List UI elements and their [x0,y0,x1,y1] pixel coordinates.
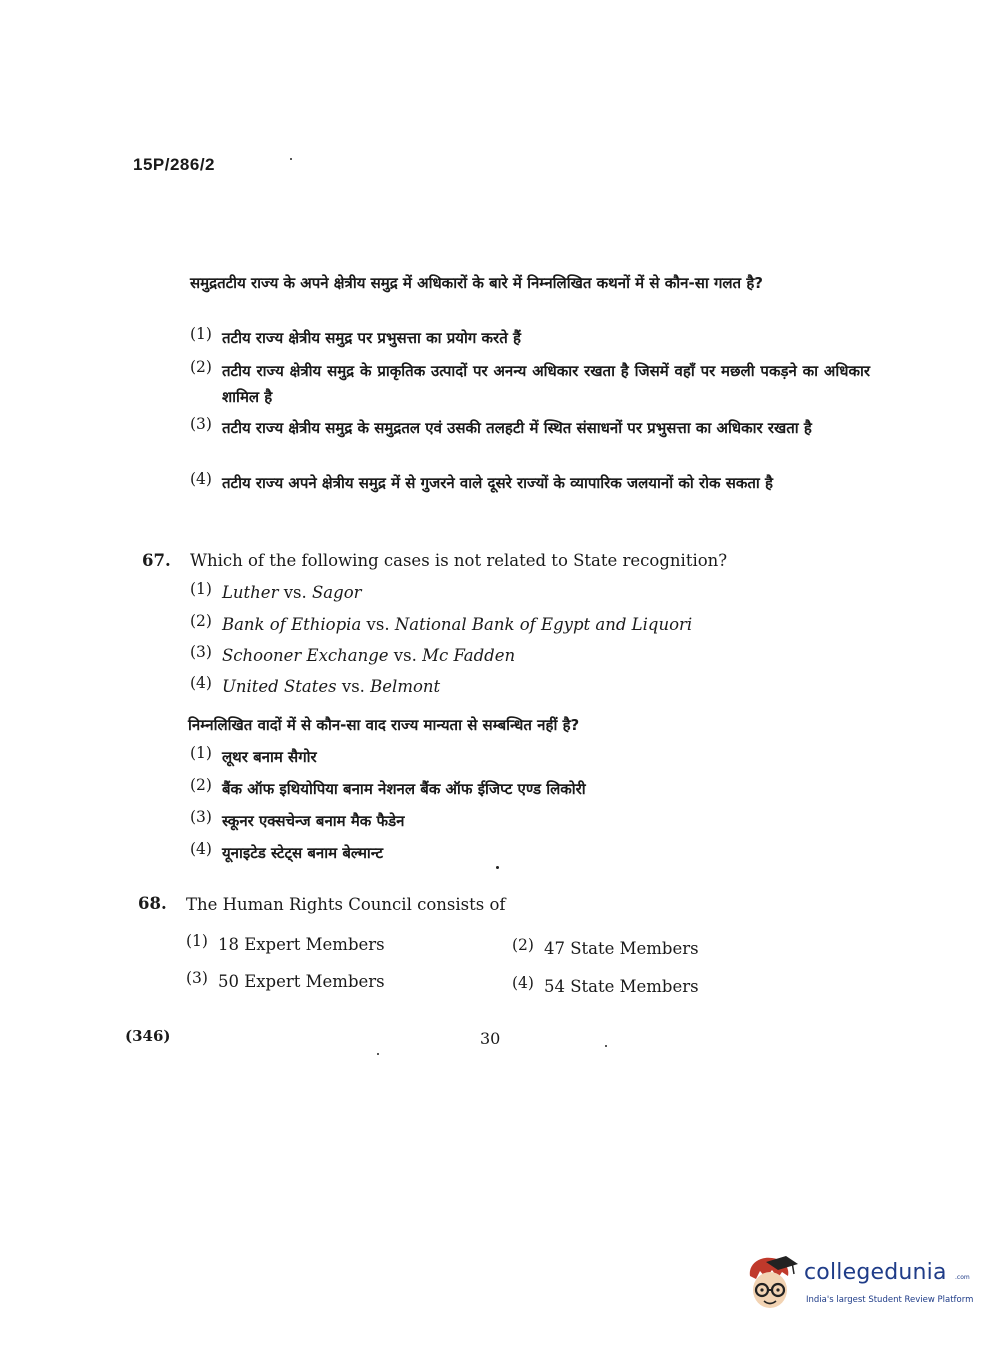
case-party-b: National Bank of Egypt and Liquori [394,615,693,634]
option-4 [190,470,870,496]
option-text: 50 Expert Members [217,972,385,991]
q68-option-2 [512,936,699,962]
student-mascot-icon [742,1254,800,1316]
option-text: 47 State Members [543,939,699,958]
q67-hindi-option-4 [190,840,383,866]
scan-speck [377,1053,379,1055]
scan-speck [605,1045,607,1047]
case-party-a: Schooner Exchange [221,646,389,665]
scan-speck [496,866,499,869]
versus: vs. [361,615,395,634]
option-text: 18 Expert Members [217,935,385,954]
option-number: (3) [190,808,212,826]
watermark-tagline: India's largest Student Review Platform [806,1295,974,1305]
versus: vs. [336,677,371,696]
option-number: (2) [512,936,534,954]
question-67-number: 67. [142,551,171,570]
q67-option-1 [190,580,362,606]
option-number: (2) [190,612,212,630]
q67-option-4 [190,674,440,700]
question-68-number: 68. [138,894,167,913]
scan-speck [290,158,292,160]
paper-code: 15P/286/2 [133,155,216,174]
q67-option-3 [190,643,515,669]
option-text: 54 State Members [543,977,699,996]
case-party-b: Mc Fadden [422,646,516,665]
option-text: तटीय राज्य अपने क्षेत्रीय समुद्र में से गुजरने वाले दूसरे राज्यों के व्यापारिक जलयानों को रोक सकता है [221,474,773,492]
option-3 [190,415,870,441]
option-number: (3) [190,415,212,433]
option-text: तटीय राज्य क्षेत्रीय समुद्र के समुद्रतल एवं उसकी तलहटी में स्थित संसाधनों पर प्रभुसत्ता का अधिकार रखता है [221,419,812,437]
option-number: (3) [190,643,212,661]
option-number: (4) [512,974,534,992]
option-number: (2) [190,776,212,794]
q68-option-1 [186,932,385,958]
option-number: (1) [190,325,212,343]
case-party-a: Luther [221,583,279,602]
question-67-hindi-text: निम्नलिखित वादों में से कौन-सा वाद राज्य मान्यता से सम्बन्धित नहीं है? [188,716,580,734]
case-party-a: United States [221,677,337,696]
option-number: (1) [186,932,208,950]
option-text: तटीय राज्य क्षेत्रीय समुद्र के प्राकृतिक उत्पादों पर अनन्य अधिकार रखता है जिसमें वहाँ पर मछली पकड़ने का अधिकार शामिल है [221,362,870,406]
case-party-b: Belmont [370,677,441,696]
versus: vs. [388,646,423,665]
option-number: (4) [190,840,212,858]
question-66-hindi [190,270,870,296]
q67-hindi-option-1 [190,744,317,770]
option-text: बैंक ऑफ इथियोपिया बनाम नेशनल बैंक ऑफ ईजिप्ट एण्ड लिकोरी [221,780,586,798]
option-number: (1) [190,744,212,762]
question-67-text: Which of the following cases is not related to State recognition? [190,551,728,570]
option-text: तटीय राज्य क्षेत्रीय समुद्र पर प्रभुसत्ता का प्रयोग करते हैं [221,329,521,347]
page-number: 30 [480,1029,501,1048]
option-1 [190,325,870,351]
option-text: यूनाइटेड स्टेट्स बनाम बेल्मान्ट [221,844,384,862]
case-party-b: Sagor [312,583,362,602]
q68-option-4 [512,974,699,1000]
question-text-hindi: समुद्रतटीय राज्य के अपने क्षेत्रीय समुद्र में अधिकारों के बारे में निम्नलिखित कथनों में से कौन-सा गलत है? [190,274,763,292]
option-2 [190,358,870,410]
q68-option-3 [186,969,385,995]
collegedunia-watermark [742,1254,972,1316]
q67-hindi-option-3 [190,808,404,834]
q67-hindi-option-2 [190,776,586,802]
footer-code: (346) [125,1027,171,1045]
watermark-name: collegedunia [804,1260,947,1285]
option-number: (2) [190,358,212,376]
q67-option-2 [190,612,692,638]
question-68-text: The Human Rights Council consists of [186,895,506,914]
option-number: (4) [190,674,212,692]
case-party-a: Bank of Ethiopia [221,615,362,634]
option-text: लूथर बनाम सैगोर [221,748,317,766]
option-text: स्कूनर एक्सचेन्ज बनाम मैक फैडेन [221,812,405,830]
option-number: (1) [190,580,212,598]
option-number: (3) [186,969,208,987]
watermark-suffix: .com [955,1274,970,1281]
versus: vs. [278,583,312,602]
option-number: (4) [190,470,212,488]
